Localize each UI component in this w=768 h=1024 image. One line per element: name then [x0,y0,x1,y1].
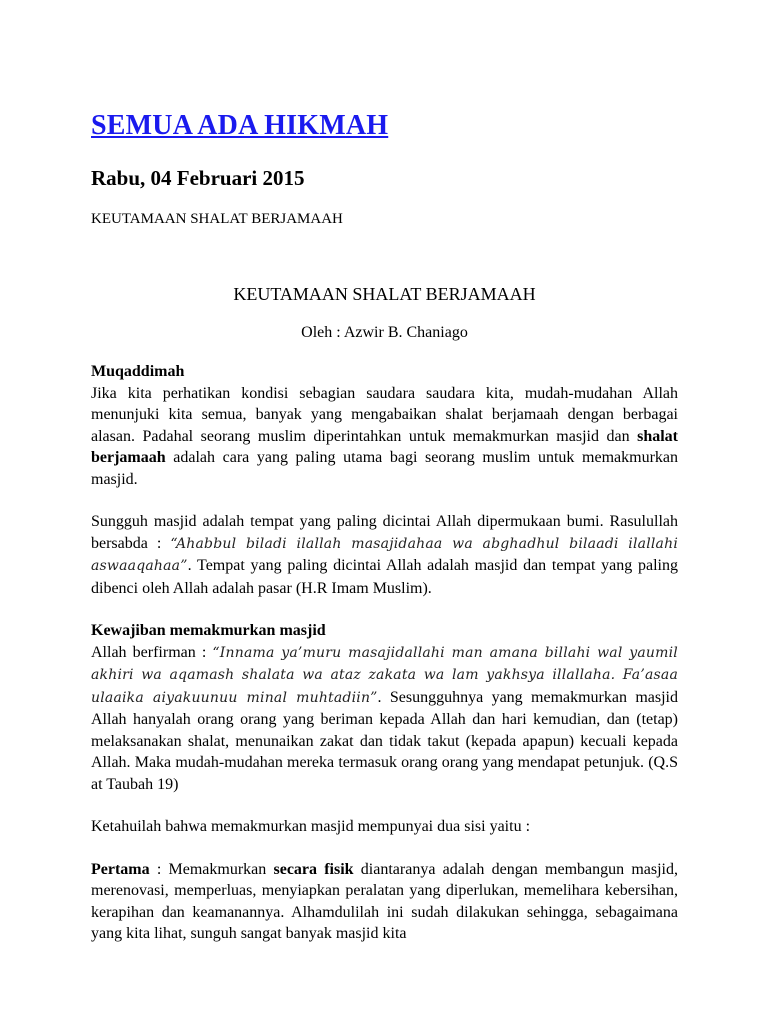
bold-text-run: shalat berjamaah [91,427,678,466]
blog-title-link[interactable]: SEMUA ADA HIKMAH [91,110,389,141]
text-run: Allah berfirman : [91,643,213,661]
text-run: Sungguh masjid adalah tempat yang paling dicintai Allah dipermukaan bumi. Rasulullah bersabda : [91,513,678,552]
paragraph-kewajiban [91,620,678,795]
post-date: Rabu, 04 Februari 2015 [91,166,305,190]
text-run: diantaranya adalah dengan membangun masjid, merenovasi, memperluas, menyiapkan peralatan yang diperlukan, memelihara kebersihan, kerapihan dan keamanannya. Alhamdulilah ini sudah dilakukan sehingga, sebagaimana yang kita lihat, sunguh sangat banyak masjid kita [91,860,678,942]
bold-text-run: Pertama [91,860,150,878]
article-title: KEUTAMAAN SHALAT BERJAMAAH [233,284,536,304]
text-run: . Sesungguhnya yang memakmurkan masjid Allah hanyalah orang orang yang beriman kepada Allah dan hari kemudian, dan (tetap) melaksanakan shalat, menunaikan zakat dan tidak takut (kepada apapun) kecuali kepada Allah. Maka mudah-mudahan mereka termasuk orang orang yang mendapat petunjuk. (Q.S at Taubah 19) [91,688,679,793]
text-run: : Memakmurkan [149,860,274,878]
article-author: Oleh : Azwir B. Chaniago [301,324,468,341]
section-heading-muqaddimah: Muqaddimah [91,363,185,380]
italic-quote: “Ahabbul biladi ilallah masajidahaa wa abghadhul bilaadi ilallahi aswaaqahaa” [91,535,679,574]
article-body [91,361,678,945]
paragraph-hadith [91,511,678,599]
text-run: Jika kita perhatikan kondisi sebagian saudara saudara kita, mudah-mudahan Allah menunjuki kita semua, banyak yang mengabaikan shalat berjamaah dengan berbagai alasan. Padahal seorang muslim diperintahkan untuk memakmurkan masjid dan [91,384,678,445]
section-heading-kewajiban: Kewajiban memakmurkan masjid [91,622,326,639]
text-run: . Tempat yang paling dicintai Allah adalah masjid dan tempat yang paling dibenci oleh Allah adalah pasar (H.R Imam Muslim). [91,557,678,597]
paragraph-pertama [91,859,678,945]
post-title: KEUTAMAAN SHALAT BERJAMAAH [91,211,343,227]
paragraph-dua-sisi: Ketahuilah bahwa memakmurkan masjid mempunyai dua sisi yaitu : [91,818,531,835]
text-run: adalah cara yang paling utama bagi seorang muslim untuk memakmurkan masjid. [91,449,678,488]
bold-text-run: secara fisik [273,860,354,878]
italic-quote: “Innama ya’muru masajidallahi man amana billahi wal yaumil akhiri wa aqamash shalata wa ataz zakata wa lam yakhsya illallaha. Fa’asaa ulaaika aiyakuunuu minal muhtadiin” [91,644,678,706]
paragraph-muqaddimah [91,361,678,490]
